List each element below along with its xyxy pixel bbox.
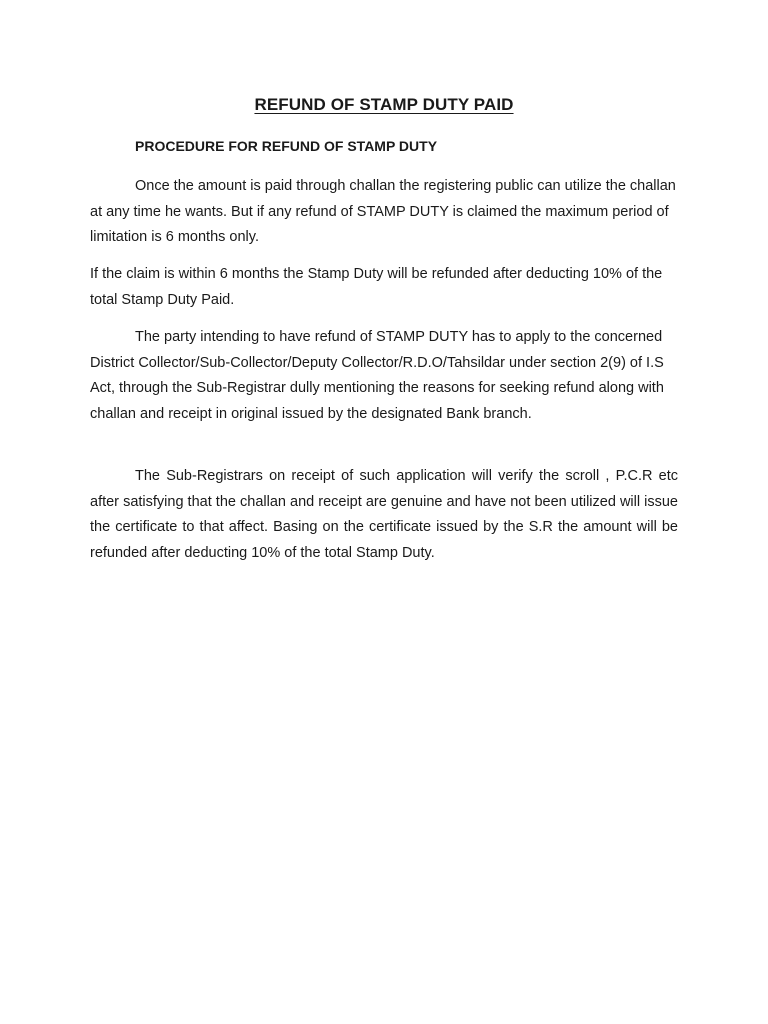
document-title: REFUND OF STAMP DUTY PAID xyxy=(254,95,514,114)
section-subheading: PROCEDURE FOR REFUND OF STAMP DUTY xyxy=(135,138,438,154)
paragraph-verification-procedure: The Sub-Registrars on receipt of such application will verify the scroll , P.C.R etc after satisfying that the challan and receipt are genuine and have not been utilized will issue the certificate to that affect. Basing on the certificate issued by the S.R the amount will be refunded after deducting 10% of the total Stamp Duty. xyxy=(90,468,678,561)
paragraph-application-procedure: The party intending to have refund of STAMP DUTY has to apply to the concerned District Collector/Sub-Collector/Deputy Collector/R.D.O/Tahsildar under section 2(9) of I.S Act, through the Sub-Registrar dully mentioning the reasons for seeking refund along with challan and receipt in original issued by the designated Bank branch. xyxy=(90,329,664,422)
paragraph-claim-within-limit: If the claim is within 6 months the Stamp Duty will be refunded after deducting 10% of the total Stamp Duty Paid. xyxy=(90,266,663,308)
paragraph-challan-utilization: Once the amount is paid through challan the registering public can utilize the challan at any time he wants. But if any refund of STAMP DUTY is claimed the maximum period of limitation is 6 months only. xyxy=(90,178,676,245)
